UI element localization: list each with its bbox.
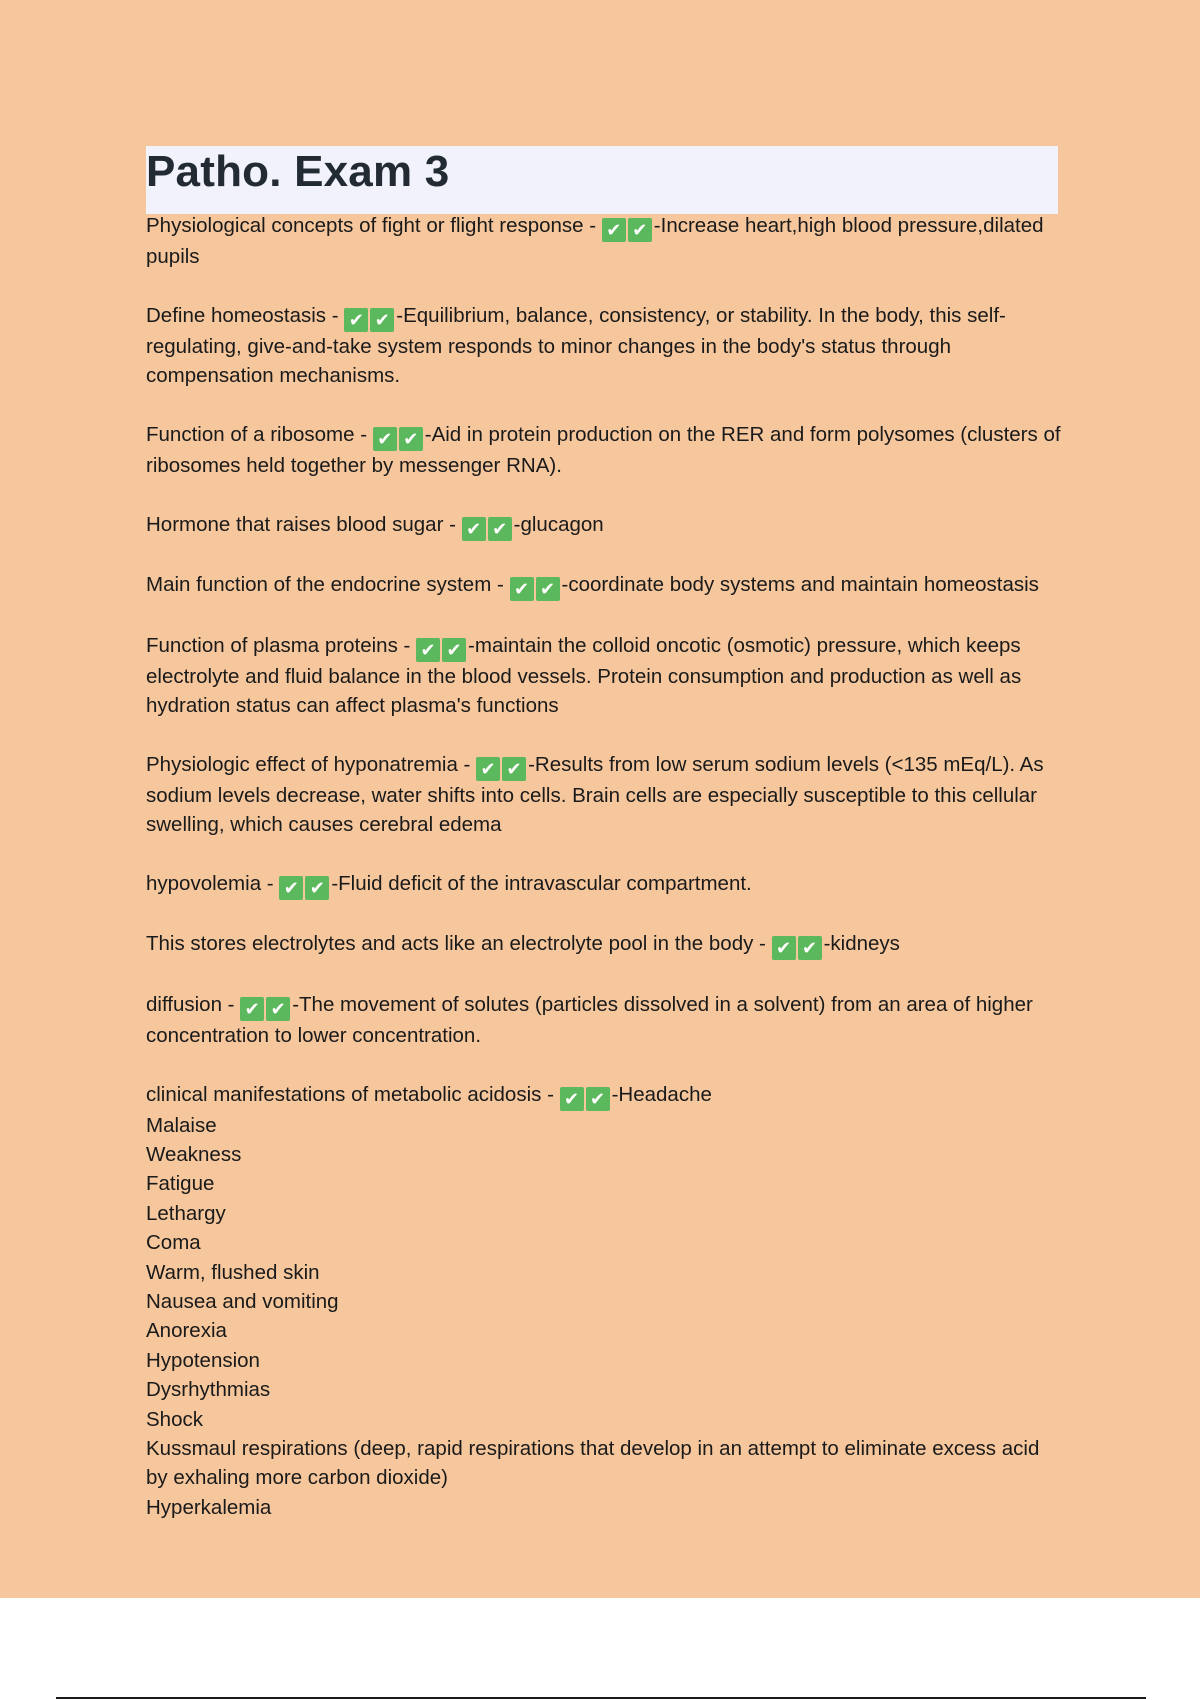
qa-item <box>146 301 1061 391</box>
check-mark-icon: ✔ <box>462 517 486 541</box>
qa-question: Define homeostasis - <box>146 303 345 327</box>
check-mark-icon: ✔ <box>416 638 440 662</box>
list-item: Lethargy <box>146 1201 226 1225</box>
check-mark-icon: ✔ <box>305 876 329 900</box>
check-mark-icon: ✔ <box>442 638 466 662</box>
qa-item <box>146 631 1061 721</box>
check-mark-icon: ✔ <box>628 218 652 242</box>
list-item: Coma <box>146 1231 201 1255</box>
qa-question: Physiological concepts of fight or flight response - <box>146 214 602 237</box>
qa-answer: -glucagon <box>513 512 604 536</box>
list-item: Weakness <box>146 1142 242 1166</box>
check-mark-icon: ✔ <box>279 876 303 900</box>
qa-question: Function of a ribosome - <box>146 423 373 446</box>
qa-question: Hormone that raises blood sugar - <box>146 512 462 536</box>
check-mark-icon: ✔ <box>399 427 423 451</box>
qa-answer: -Results from low serum sodium levels (<135 mEq/L). As sodium levels decrease, water shifts into cells. Brain cells are especially susceptible to this cellular swelling, which causes cerebral edema <box>146 752 1044 837</box>
qa-item <box>146 869 1061 900</box>
check-mark-icon: ✔ <box>536 577 560 601</box>
list-item: Dysrhythmias <box>146 1378 271 1402</box>
check-mark-icon: ✔ <box>373 427 397 451</box>
list-item: Hypotension <box>146 1348 260 1372</box>
check-mark-icon: ✔ <box>586 1087 610 1111</box>
qa-item-list <box>146 1080 1061 1523</box>
qa-answer: -Headache <box>611 1082 712 1106</box>
qa-question: This stores electrolytes and acts like an electrolyte pool in the body - <box>146 932 772 956</box>
qa-item <box>146 211 1061 271</box>
check-mark-icon: ✔ <box>772 936 796 960</box>
qa-item <box>146 990 1061 1050</box>
list-item: Fatigue <box>146 1172 215 1196</box>
qa-answer: -maintain the colloid oncotic (osmotic) pressure, which keeps electrolyte and fluid balance in the blood vessels. Protein consumption and production as well as hydration status can affect plasma's functions <box>146 633 1022 717</box>
qa-question: clinical manifestations of metabolic acidosis - <box>146 1082 560 1106</box>
qa-question: hypovolemia - <box>146 871 280 895</box>
check-mark-icon: ✔ <box>476 757 500 781</box>
qa-question: Main function of the endocrine system - <box>146 573 510 597</box>
footer-divider <box>56 1697 1146 1699</box>
list-item: Malaise <box>146 1113 217 1137</box>
check-mark-icon: ✔ <box>560 1087 584 1111</box>
qa-question: diffusion - <box>146 992 241 1016</box>
qa-answer: -coordinate body systems and maintain homeostasis <box>561 573 1039 597</box>
qa-item-head <box>146 1080 1061 1111</box>
check-mark-icon: ✔ <box>510 577 534 601</box>
document-content <box>146 211 1061 1552</box>
check-mark-icon: ✔ <box>344 308 368 332</box>
list-item: Nausea and vomiting <box>146 1290 339 1313</box>
check-mark-icon: ✔ <box>240 997 264 1021</box>
qa-question: Physiologic effect of hyponatremia - <box>146 752 477 776</box>
qa-item <box>146 750 1061 840</box>
qa-answer: -Increase heart,high blood pressure,dilated pupils <box>146 214 1044 268</box>
qa-answer: -Aid in protein production on the RER and form polysomes (clusters of ribosomes held together by messenger RNA). <box>146 423 1061 477</box>
list-item: Shock <box>146 1407 203 1431</box>
check-mark-icon: ✔ <box>798 936 822 960</box>
qa-item <box>146 510 1061 541</box>
list-item: Anorexia <box>146 1319 227 1343</box>
check-mark-icon: ✔ <box>502 757 526 781</box>
qa-answer: -kidneys <box>823 932 900 956</box>
check-mark-icon: ✔ <box>488 517 512 541</box>
qa-answer: -Equilibrium, balance, consistency, or stability. In the body, this self-regulating, give-and-take system responds to minor changes in the body's status through compensation mechanisms. <box>146 303 1006 388</box>
document-title: Patho. Exam 3 <box>146 147 450 196</box>
qa-item <box>146 929 1061 960</box>
qa-item <box>146 420 1061 480</box>
qa-answer: -The movement of solutes (particles dissolved in a solvent) from an area of higher concentration to lower concentration. <box>146 992 1033 1047</box>
check-mark-icon: ✔ <box>602 218 626 242</box>
check-mark-icon: ✔ <box>266 997 290 1021</box>
qa-question: Function of plasma proteins - <box>146 633 417 657</box>
qa-answer: -Fluid deficit of the intravascular compartment. <box>331 871 752 895</box>
list-item: Kussmaul respirations (deep, rapid respirations that develop in an attempt to eliminate excess acid by exhaling more carbon dioxide) <box>146 1437 1040 1490</box>
list-item: Hyperkalemia <box>146 1495 272 1519</box>
list-item: Warm, flushed skin <box>146 1260 320 1284</box>
check-mark-icon: ✔ <box>370 308 394 332</box>
qa-item <box>146 570 1061 601</box>
